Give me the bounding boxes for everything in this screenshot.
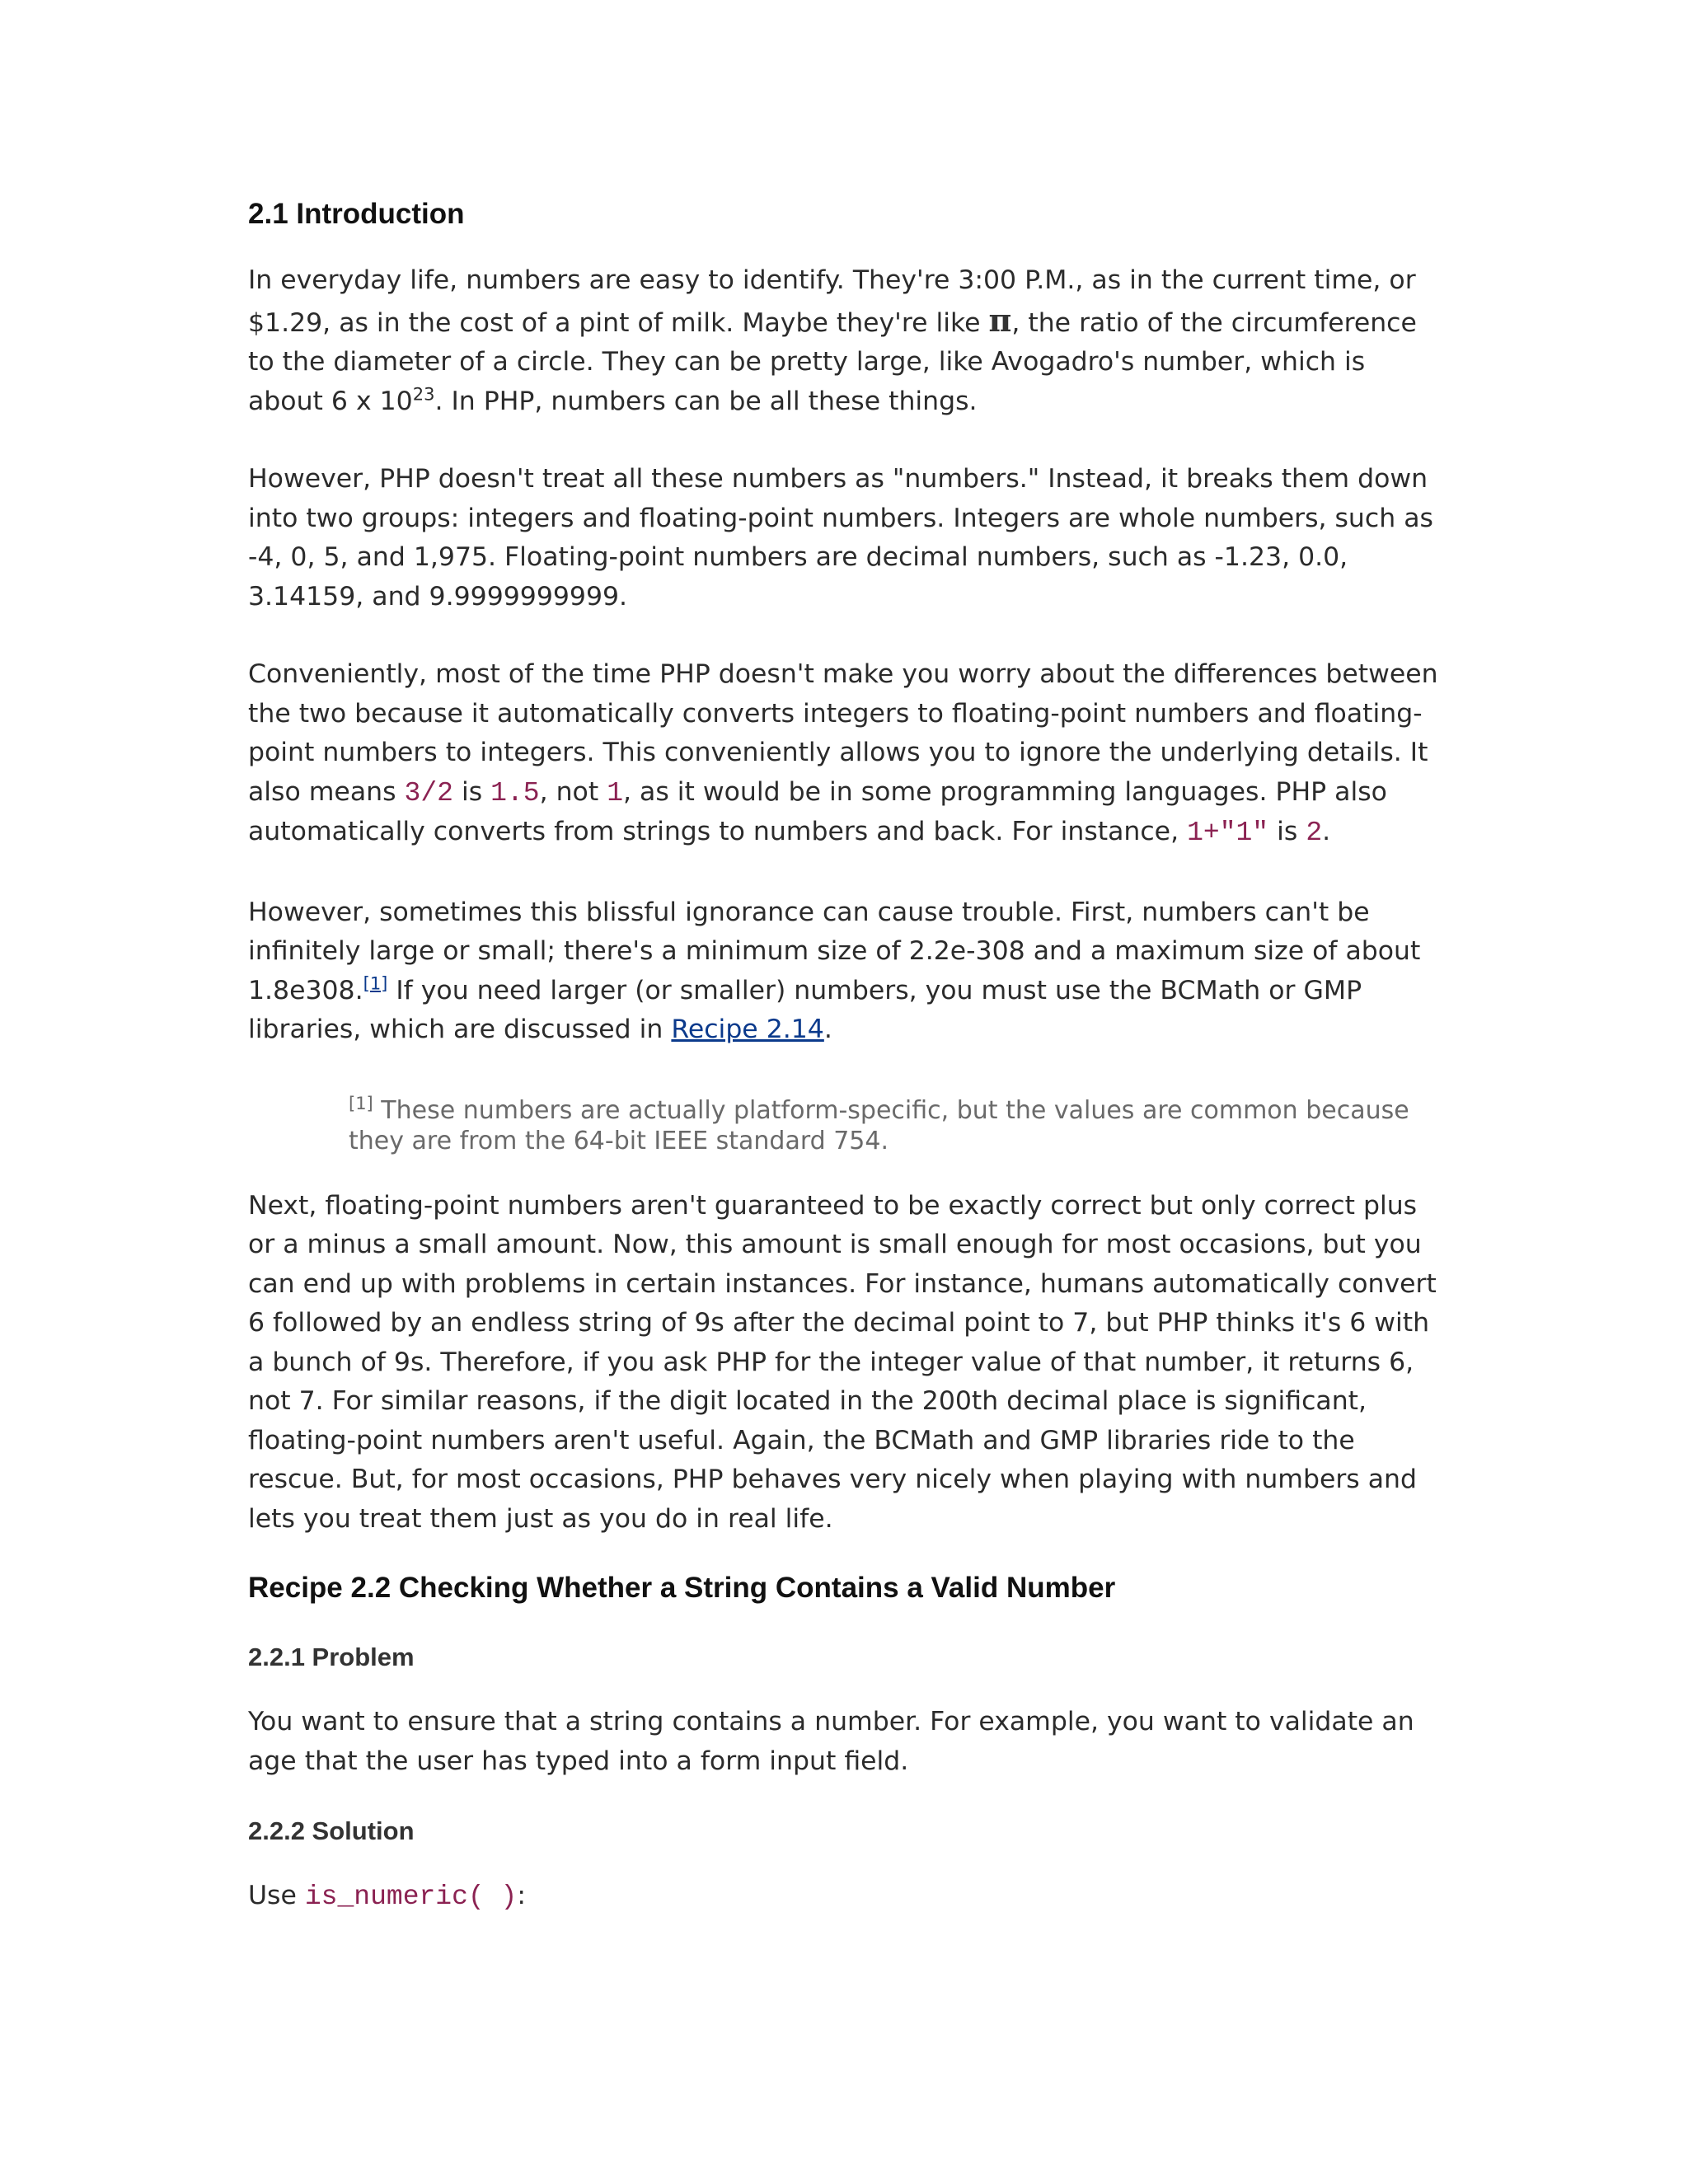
footnote-reference-link[interactable]: [1] [363, 973, 388, 993]
text-run: is [452, 776, 491, 807]
inline-code: is_numeric( ) [304, 1882, 518, 1912]
text-run: . In PHP, numbers can be all these things. [434, 386, 978, 416]
recipe-heading: Recipe 2.2 Checking Whether a String Contains a Valid Number [248, 1572, 1116, 1604]
solution-heading: 2.2.2 Solution [248, 1816, 415, 1845]
intro-paragraph-4 [248, 893, 1443, 1050]
document-page [248, 194, 1443, 1917]
footnote-text: These numbers are actually platform-specific, but the values are common because they are from the 64-bit IEEE standard 754. [349, 1095, 1409, 1155]
text-run: . [823, 1015, 832, 1044]
intro-paragraph-5: Next, floating-point numbers aren't guaranteed to be exactly correct but only correct plus or a minus a small amount. Now, this amount is small enough for most occasions, but you can end up with problems in certain instances. For instance, humans automatically convert 6 followed by an endless string of 9s after the decimal point to 7, but PHP thinks it's 6 with a bunch of 9s. Therefore, if you ask PHP for the integer value of that number, it returns 6, not 7. For similar reasons, if the digit located in the 200th decimal place is significant, floating-point numbers aren't useful. Again, the BCMath and GMP libraries ride to the rescue. But, for most occasions, PHP behaves very nicely when playing with numbers and lets you treat them just as you do in real life. [248, 1190, 1437, 1534]
problem-heading: 2.2.1 Problem [248, 1643, 415, 1671]
text-run: : [517, 1881, 526, 1910]
intro-paragraph-2: However, PHP doesn't treat all these numbers as "numbers." Instead, it breaks them down into two groups: integers and floating-point numbers. Integers are whole numbers, such as -4, 0, 5, and 1,975. Floating-point numbers are decimal numbers, such as -1.23, 0.0, 3.14159, and 9.9999999999. [248, 464, 1433, 612]
text-run: , as it would be in some programming languages. PHP also automatically converts from strings to numbers and back. For instance, [248, 776, 1387, 846]
inline-code: 3/2 [404, 777, 453, 808]
text-run: , the ratio of the circumference to the diameter of a circle. They can be pretty large, like Avogadro's number, which is about 6 x 10 [248, 307, 1417, 416]
text-run: , not [539, 776, 607, 807]
text-run: is [1268, 817, 1306, 846]
section-heading-introduction: 2.1 Introduction [248, 198, 465, 230]
exponent: 23 [412, 384, 435, 404]
footnote [349, 1095, 1443, 1156]
text-run: In everyday life, numbers are easy to identify. They're 3:00 P.M., as in the current time, or $1.29, as in the cost of a pint of milk. Maybe they're like [248, 265, 1416, 338]
inline-code: 1 [607, 777, 624, 808]
intro-paragraph-3 [248, 655, 1443, 853]
text-run: If you need larger (or smaller) numbers, you must use the BCMath or GMP libraries, which are discussed in [248, 975, 1362, 1044]
recipe-2-14-link[interactable]: Recipe 2.14 [671, 1015, 824, 1044]
inline-code: 2 [1306, 818, 1323, 848]
text-run: Use [248, 1881, 305, 1910]
pi-symbol: π [988, 301, 1012, 339]
solution-paragraph [248, 1877, 1443, 1917]
text-run: . [1322, 817, 1331, 846]
inline-code: 1+"1" [1187, 818, 1269, 848]
problem-paragraph: You want to ensure that a string contains a number. For example, you want to validate an age that the user has typed into a form input field. [248, 1707, 1414, 1776]
footnote-mark: [1] [349, 1093, 373, 1113]
text-run: Conveniently, most of the time PHP doesn't make you worry about the differences between the two because it automatically converts integers to floating-point numbers and floating-point numbers to integers. This conveniently allows you to ignore the underlying details. It also means [248, 659, 1438, 807]
intro-paragraph-1 [248, 261, 1443, 421]
inline-code: 1.5 [490, 777, 540, 808]
text-run: However, sometimes this blissful ignorance can cause trouble. First, numbers can't be infinitely large or small; there's a minimum size of 2.2e-308 and a maximum size of about 1.8e308. [248, 897, 1421, 1005]
